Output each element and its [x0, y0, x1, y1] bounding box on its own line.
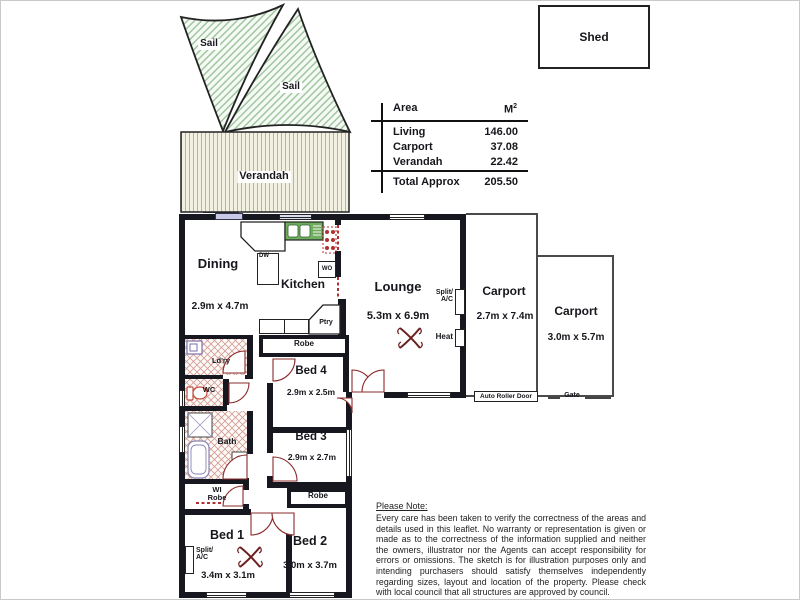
sail-right-label: Sail	[282, 81, 300, 92]
split-ac-unit-lounge	[455, 289, 465, 315]
disclaimer-body: Every care has been taken to verify the correctness of the areas and details used in this leaflet. No warranty or representation is given or made as to the correctness of the information supplied and neither the owners, illustrator nor the Agents can accept responsibility for errors or omissions. The sketch is for illustration purposes only and intending purchasers should satisfy themselves independently regarding sizes, layout and location of the property. Please check with local council that all structures are approved by council.	[376, 513, 646, 598]
ceiling-fan-lounge-icon	[398, 328, 423, 348]
dishwasher-label: DW	[259, 253, 269, 259]
laundry-trough-icon	[187, 341, 202, 354]
room-bed3-dims: 2.9m x 2.7m	[287, 452, 337, 462]
room-wc-label: WC	[202, 385, 216, 394]
area-row-label: Living	[393, 126, 426, 138]
heat-label: Heat	[435, 332, 453, 341]
verandah-label: Verandah	[239, 170, 289, 182]
robe-bed4-label: Robe	[294, 339, 314, 348]
kitchen-sink-icon	[285, 222, 323, 240]
disclaimer	[376, 501, 646, 598]
room-bath-label: Bath	[217, 436, 237, 446]
area-row-value: 22.42	[490, 156, 518, 168]
kitchen-cabinet	[259, 319, 285, 334]
room-bed2-dims: 3.0m x 3.7m	[283, 560, 337, 571]
kitchen-bench	[241, 222, 285, 251]
gate-label: Gate	[564, 392, 580, 399]
room-carport2-label: Carport	[554, 304, 598, 318]
room-carport1-dims: 2.7m x 7.4m	[476, 311, 534, 322]
room-dining-dims: 2.9m x 4.7m	[191, 301, 249, 312]
sail-left-label: Sail	[200, 38, 218, 49]
area-table-header: Area	[393, 102, 418, 114]
kitchen-cabinet	[284, 319, 309, 334]
area-total-label: Total Approx	[393, 176, 460, 188]
area-total-value: 205.50	[484, 176, 518, 188]
room-bed4-label: Bed 4	[295, 365, 327, 377]
ceiling-fan-bed1-icon	[238, 547, 263, 567]
stove-cooktop-icon	[323, 227, 336, 253]
robe-bed2-label: Robe	[308, 491, 328, 500]
pantry-label: Ptry	[319, 319, 333, 326]
wall-oven-label: WO	[321, 266, 333, 272]
auto-roller-door-label: Auto Roller Door	[474, 391, 538, 402]
gate-dash	[585, 397, 611, 399]
split-ac-lounge-label: Split/ A/C	[435, 289, 453, 304]
room-dining-label: Dining	[197, 256, 239, 271]
area-row-label: Carport	[393, 141, 433, 153]
split-ac-bed1-label: Split/ A/C	[196, 547, 214, 562]
split-ac-unit-bed1	[185, 546, 194, 574]
room-bed4-dims: 2.9m x 2.5m	[286, 387, 336, 397]
room-laundry-label: Ld'ry	[211, 356, 231, 365]
heater-unit	[455, 329, 465, 347]
room-lounge-label: Lounge	[374, 279, 422, 294]
bathtub-icon	[188, 441, 209, 478]
room-carport1-label: Carport	[482, 284, 526, 298]
area-row-value: 146.00	[484, 126, 518, 138]
disclaimer-heading: Please Note:	[376, 501, 428, 511]
room-carport2-dims: 3.0m x 5.7m	[547, 332, 605, 343]
area-row-label: Verandah	[393, 156, 443, 168]
gate-dash	[548, 397, 560, 399]
room-wirobe-label: WI Robe	[207, 485, 227, 502]
room-kitchen-label: Kitchen	[280, 277, 326, 291]
area-row-value: 37.08	[490, 141, 518, 153]
shower-icon	[188, 413, 212, 437]
room-bed1-dims: 3.4m x 3.1m	[201, 570, 255, 581]
area-table-unit: $M^2$	[504, 103, 518, 116]
room-bed3-label: Bed 3	[295, 431, 327, 443]
room-lounge-dims: 5.3m x 6.9m	[366, 310, 430, 322]
room-bed2-label: Bed 2	[292, 534, 328, 548]
room-bed1-label: Bed 1	[209, 528, 245, 542]
shed-label: Shed	[579, 30, 609, 44]
